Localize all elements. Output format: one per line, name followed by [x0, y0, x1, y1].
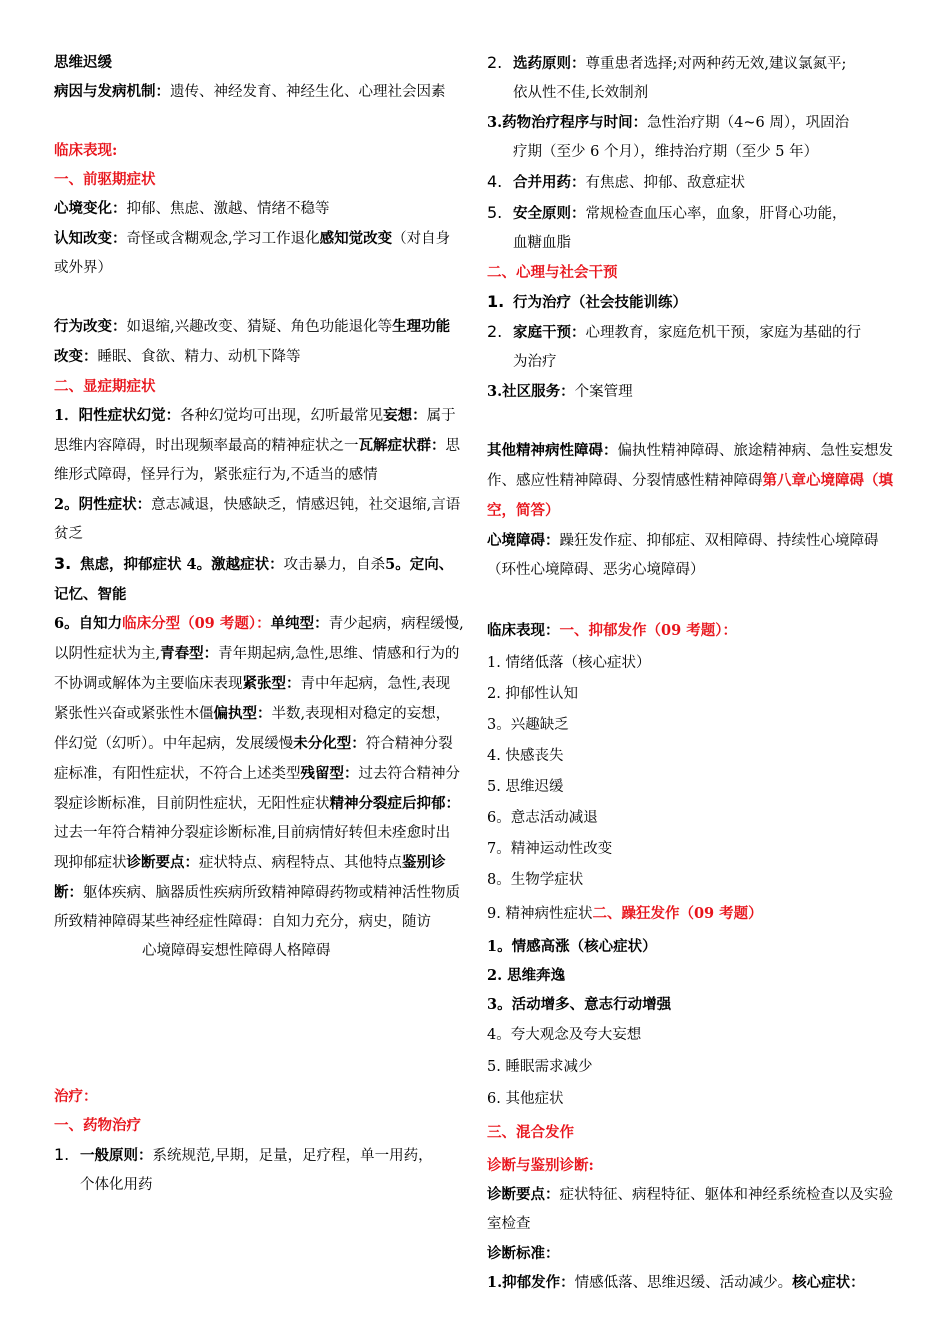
list-item-continuation: 个体化用药 [80, 1177, 153, 1193]
list-item: 3。活动增多、意志行动增强 [487, 996, 672, 1013]
section-title: 一、前驱期症状 [54, 171, 156, 188]
paragraph: 心境障碍妄想性障碍人格障碍 [142, 943, 331, 959]
heading: 思维迟缓 [54, 54, 112, 71]
section-title: 二、心理与社会干预 [487, 264, 618, 281]
paragraph: 诊断要点：症状特征、病程特征、躯体和神经系统检查以及实验室检查 [487, 1186, 893, 1232]
list-item: 3.药物治疗程序与时间：急性治疗期（4~6 周），巩固治 [487, 114, 850, 131]
paragraph: 临床表现：一、抑郁发作（09 考题）： [487, 622, 737, 639]
depression-symptom-item: 4. 快感丧失 [487, 748, 564, 764]
paragraph: 心境障碍：躁狂发作症、抑郁症、双相障碍、持续性心境障碍（环性心境障碍、恶劣心境障碍） [487, 532, 879, 578]
list-item-continuation: 血糖血脂 [513, 235, 571, 251]
paragraph: 2。阴性症状：意志减退，快感缺乏，情感迟钝，社交退缩,言语贫乏 [54, 496, 461, 542]
depression-symptom-item: 2. 抑郁性认知 [487, 686, 578, 702]
list-item: 3.社区服务：个案管理 [487, 383, 633, 400]
paragraph: 1．阳性症状幻觉：各种幻觉均可出现，幻听最常见妄想：属于思维内容障碍，时出现频率最高的精神症状之一瓦解症状群：思维形式障碍，怪异行为，紧张症行为,不适当的感情 [54, 407, 460, 483]
list-item: 2. 思维奔逸 [487, 967, 566, 984]
paragraph: 认知改变：奇怪或含糊观念,学习工作退化感知觉改变（对自身或外界） [54, 230, 451, 276]
list-item: 9. 精神病性症状二、躁狂发作（09 考题） [487, 905, 763, 922]
list-item: 5. 睡眠需求减少 [487, 1059, 593, 1075]
depression-symptom-item: 6。意志活动减退 [487, 810, 598, 826]
list-item: 1. 一般原则：系统规范,早期，足量，足疗程，单一用药， [54, 1145, 433, 1164]
depression-symptom-item: 5. 思维迟缓 [487, 779, 564, 795]
list-item: 6. 其他症状 [487, 1091, 564, 1107]
paragraph: 行为改变：如退缩,兴趣改变、猜疑、角色功能退化等生理功能改变：睡眠、食欲、精力、动机下降等 [54, 318, 451, 365]
list-item: 2. 选药原则：尊重患者选择;对两种药无效,建议氯氮平; [487, 53, 847, 72]
paragraph: 6。自知力临床分型（09 考题）：单纯型：青少起病，病程缓慢,以阴性症状为主,青春型：青年期起病,急性,思维、情感和行为的不协调或解体为主要临床表现紧张型：青中年起病，急性,表现紧张性兴奋或紧张性木僵偏执型：半数,表现相对稳定的妄想，伴幻觉（幻听）。中年起病，发展缓慢未分化型：符合精神分裂症标准，有阳性症状，不符合上述类型残留型：过去符合精神分裂症诊断标准，目前阴性症状，无阳性症状精神分裂症后抑郁：过去一年符合精神分裂症诊断标准,目前病情好转但未痊愈时出现抑郁症状诊断要点：症状特点、病程特点、其他特点鉴别诊断：躯体疾病、脑器质性疾病所致精神障碍药物或精神活性物质所致精神障碍某些神经症性障碍：自知力充分，病史，随访 [54, 615, 464, 930]
list-item-continuation: 依从性不佳,长效制剂 [513, 85, 649, 101]
paragraph: 3. 焦虑，抑郁症状 4。激越症状：攻击暴力，自杀5。定向、记忆、智能 [54, 554, 454, 603]
depression-symptom-item: 8。生物学症状 [487, 872, 584, 888]
depression-symptom-item: 3。兴趣缺乏 [487, 717, 569, 733]
list-item-continuation: 为治疗 [513, 354, 557, 370]
list-item-continuation: 疗期（至少 6 个月），维持治疗期（至少 5 年） [513, 144, 819, 160]
list-item: 2. 家庭干预：心理教育，家庭危机干预，家庭为基础的行 [487, 322, 861, 341]
section-title: 治疗： [54, 1088, 98, 1105]
depression-symptom-item: 1. 情绪低落（核心症状） [487, 655, 651, 671]
paragraph: 心境变化：抑郁、焦虑、激越、情绪不稳等 [54, 200, 330, 217]
depression-symptom-item: 7。精神运动性改变 [487, 841, 613, 857]
right-column [487, 48, 897, 1298]
section-title: 二、显症期症状 [54, 378, 156, 395]
section-title: 诊断与鉴别诊断: [487, 1157, 594, 1174]
list-item: 4. 合并用药：有焦虑、抑郁、敌意症状 [487, 172, 745, 191]
paragraph: 诊断标准： [487, 1245, 560, 1262]
list-item: 1。情感高涨（核心症状） [487, 938, 657, 955]
list-item: 1. 行为治疗（社会技能训练） [487, 292, 687, 311]
left-column [54, 48, 464, 1200]
section-title: 临床表现: [54, 142, 118, 159]
paragraph: 其他精神病性障碍：偏执性精神障碍、旅途精神病、急性妄想发作、感应性精神障碍、分裂情感性精神障碍第八章心境障碍（填空，简答） [487, 442, 893, 519]
list-item: 5. 安全原则：常规检查血压心率，血象，肝肾心功能， [487, 203, 847, 222]
depression-list [487, 648, 897, 896]
section-title: 一、药物治疗 [54, 1117, 141, 1134]
list-item: 4。夸大观念及夸大妄想 [487, 1027, 642, 1043]
section-title: 三、混合发作 [487, 1124, 574, 1141]
paragraph: 病因与发病机制：遗传、神经发育、神经生化、心理社会因素 [54, 83, 446, 100]
paragraph: 1.抑郁发作：情感低落、思维迟缓、活动减少。核心症状： [487, 1274, 865, 1291]
